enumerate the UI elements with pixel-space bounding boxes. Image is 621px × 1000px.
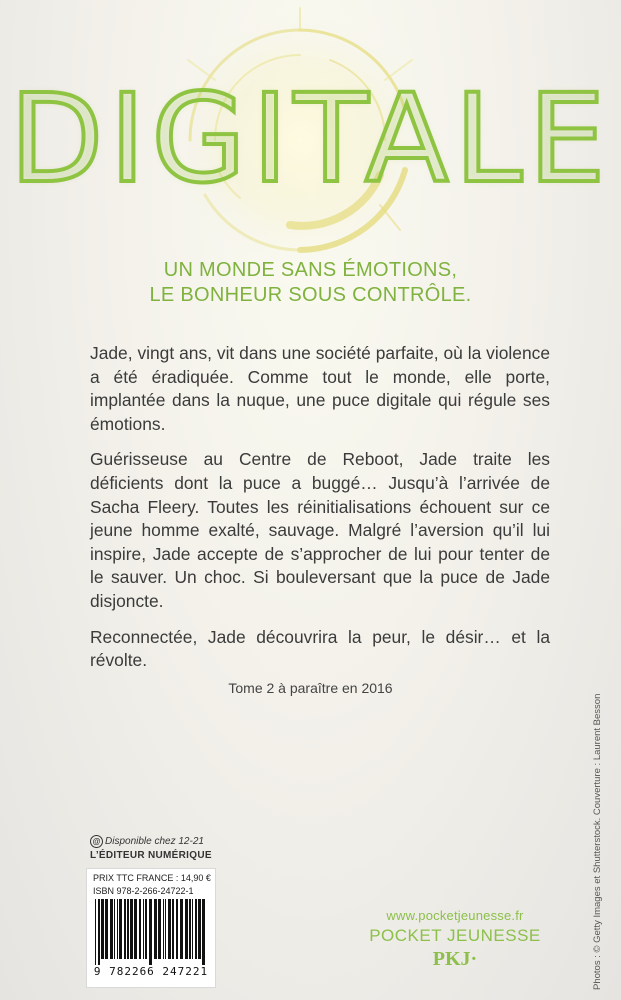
photo-credits: Photos : © Getty Images et Shutterstock. Couverture : Laurent Besson bbox=[592, 693, 603, 990]
isbn-label: ISBN 978-2-266-24722-1 bbox=[93, 886, 194, 896]
digital-availability bbox=[90, 835, 212, 863]
publisher-logo: PKJ· bbox=[432, 948, 478, 970]
tagline bbox=[0, 258, 621, 308]
book-title: DIGITALE bbox=[9, 68, 612, 210]
tagline-line-2: LE BONHEUR SOUS CONTRÔLE. bbox=[149, 284, 472, 306]
price-label: PRIX TTC FRANCE : 14,90 € bbox=[93, 873, 211, 883]
publisher-name: POCKET JEUNESSE bbox=[369, 926, 541, 945]
at-sign-icon: @ bbox=[90, 835, 103, 848]
barcode-panel bbox=[86, 868, 216, 988]
tagline-line-1: UN MONDE SANS ÉMOTIONS, bbox=[163, 259, 458, 281]
ean-number: 9 782266 247221 bbox=[93, 965, 209, 978]
availability-line-1: Disponible chez 12-21 bbox=[105, 836, 204, 847]
publisher-website: www.pocketjeunesse.fr bbox=[386, 908, 524, 923]
tome-note: Tome 2 à paraître en 2016 bbox=[228, 680, 393, 696]
back-cover-blurb bbox=[90, 342, 550, 685]
blurb-paragraph-3: Reconnectée, Jade découvrira la peur, le désir… et la révolte. bbox=[90, 626, 550, 671]
blurb-paragraph-2: Guérisseuse au Centre de Reboot, Jade traite les déficients dont la puce a buggé… Jusqu’à l’arrivée de Sacha Fleery. Toutes les réinitialisations échouent sur ce jeune homme exalté, sauvage. Malgré l’aversion qu’il lui inspire, Jade accepte de s’approcher de lui pour tenter de le sauver. Un choc. Si bouleversant que la puce de Jade disjoncte. bbox=[90, 449, 550, 611]
barcode-icon bbox=[93, 899, 209, 965]
availability-line-2: L’ÉDITEUR NUMÉRIQUE bbox=[90, 850, 212, 861]
cover-logo bbox=[0, 0, 621, 260]
blurb-paragraph-1: Jade, vingt ans, vit dans une société parfaite, où la violence a été éradiquée. Comme tout le monde, elle porte, implantée dans la nuque, une puce digitale qui régule ses émotions. bbox=[90, 343, 550, 434]
